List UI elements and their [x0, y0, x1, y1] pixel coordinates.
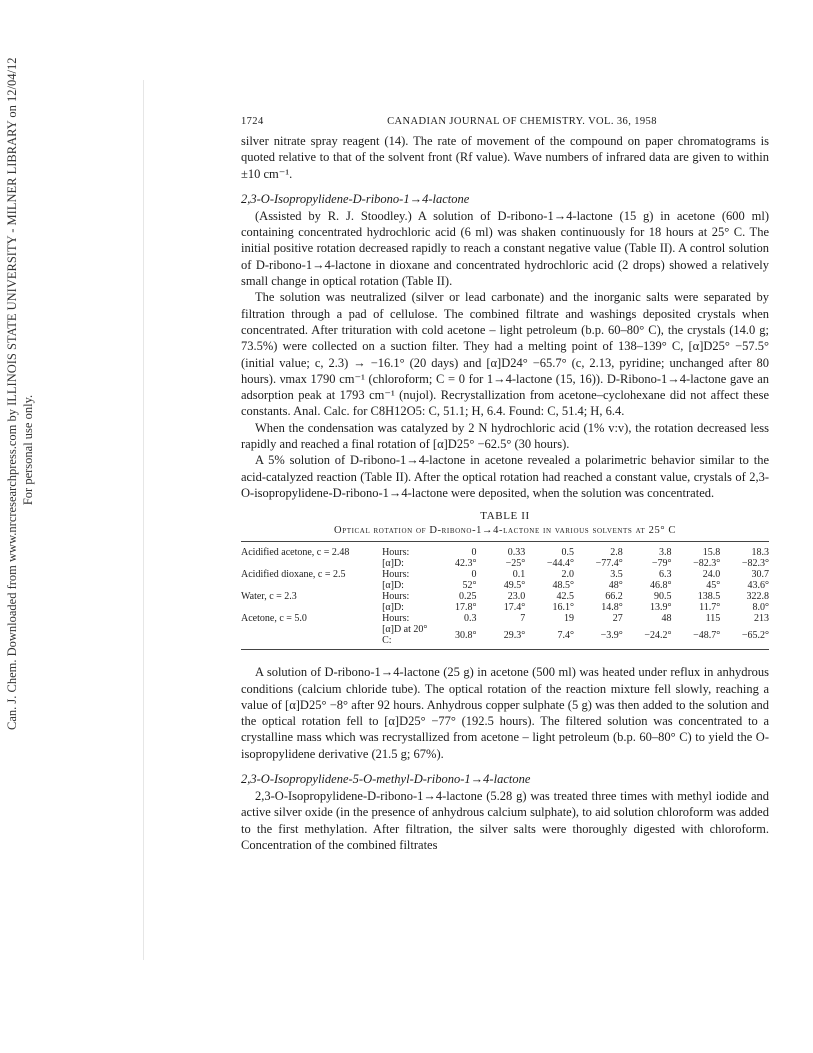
- table-caption: Optical rotation of D-ribono-1→4-lactone in various solvents at 25° C: [334, 525, 676, 537]
- journal-page: [241, 116, 769, 853]
- value-cell: 0: [471, 547, 477, 559]
- download-watermark: [4, 57, 40, 730]
- value-cell: 48.5°: [552, 580, 574, 592]
- running-head: [241, 116, 769, 127]
- value-cell: 0.3: [463, 613, 477, 625]
- table-row: [241, 580, 769, 591]
- paragraph-neutralized: The solution was neutralized (silver or lead carbonate) and the inorganic salts were separated by filtration through a pad of cellulose. The combined filtrate and washings deposited crystals when concentrated. After trituration with cold acetone – light petroleum (b.p. 60–80° C), the crystals (14.0 g; 73.5%) were collected on a suction filter. They had a melting point of 138–139° C, [α]D25° −57.5° (initial value; c, 2.3) → −16.1° (20 days) and [α]D24° −65.7° (c, 2.13, pyridine; unchanged after 80 hours). νmax 1790 cm⁻¹ (chloroform; C = 0 for 1→4-lactone (15, 16)). D-Ribono-1→4-lactone gave an adsorption peak at 1793 cm⁻¹ (nujol). Recrystallization from acetone–cyclohexane did not affect these constants. Anal. Calc. for C8H12O5: C, 51.1; H, 6.4. Found: C, 51.4; H, 6.4.: [241, 290, 769, 419]
- value-cell: −82.3°: [693, 558, 721, 570]
- row-label-cell: Hours:: [382, 591, 410, 603]
- value-cell: 11.7°: [699, 602, 721, 614]
- value-cell: 16.1°: [552, 602, 574, 614]
- value-cell: 29.3°: [503, 629, 526, 641]
- value-cell: 30.8°: [454, 629, 477, 641]
- value-cell: 0.5: [561, 547, 574, 559]
- table-row: [241, 602, 769, 613]
- value-cell: −44.4°: [546, 558, 574, 570]
- row-label-cell: Hours:: [382, 569, 410, 581]
- section-heading-methyl: 2,3-O-Isopropylidene-5-O-methyl-D-ribono-1→4-lactone: [241, 772, 531, 787]
- value-cell: −48.7°: [693, 629, 721, 641]
- solvent-cell: [241, 580, 382, 591]
- value-cell: −77.4°: [595, 558, 623, 570]
- row-label-cell: Hours:: [382, 613, 410, 625]
- value-cell: 3.8: [658, 547, 672, 559]
- value-cell: 90.5: [653, 591, 672, 603]
- value-cell: 66.2: [605, 591, 623, 603]
- value-cell: −24.2°: [644, 629, 672, 641]
- value-cell: 19: [563, 613, 574, 625]
- value-cell: 6.3: [658, 569, 672, 581]
- table-number: TABLE II: [480, 510, 530, 523]
- table-row: [241, 591, 769, 602]
- value-cell: 2.8: [610, 547, 623, 559]
- solvent-cell: Acidified dioxane, c = 2.5: [241, 569, 346, 581]
- rotation-table: [241, 541, 769, 650]
- paragraph-assisted: (Assisted by R. J. Stoodley.) A solution of D-ribono-1→4-lactone (15 g) in acetone (600 ml) containing concentrated hydrochloric acid (6 ml) was shaken continuously for 18 hours at 25° C. The initial positive rotation decreased rapidly to reach a constant negative value (Table II). A control solution of D-ribono-1→4-lactone in dioxane and concentrated hydrochloric acid (2 drops) showed a relatively small change in optical rotation (Table II).: [241, 208, 769, 289]
- paragraph-continued: silver nitrate spray reagent (14). The rate of movement of the compound on paper chromatograms is quoted relative to that of the solvent front (Rf value). Wave numbers of infrared data are given to within ±10 cm⁻¹.: [241, 134, 769, 181]
- solvent-cell: [241, 602, 382, 613]
- value-cell: 0: [471, 569, 477, 581]
- value-cell: 13.9°: [649, 602, 672, 614]
- value-cell: −25°: [505, 558, 526, 570]
- solvent-cell: Water, c = 2.3: [241, 591, 297, 603]
- value-cell: 8.0°: [752, 602, 769, 614]
- solvent-cell: Acetone, c = 5.0: [241, 613, 307, 625]
- table-row: [241, 569, 769, 580]
- table-row: [241, 542, 769, 559]
- value-cell: 23.0: [507, 591, 526, 603]
- solvent-cell: [241, 624, 382, 650]
- value-cell: 43.6°: [747, 580, 769, 592]
- table-row: [241, 613, 769, 624]
- value-cell: 3.5: [610, 569, 623, 581]
- value-cell: 30.7: [751, 569, 769, 581]
- row-label-cell: [α]D:: [382, 602, 404, 614]
- solvent-cell: Acidified acetone, c = 2.48: [241, 547, 350, 559]
- value-cell: 138.5: [697, 591, 721, 603]
- personal-use-notice: For personal use only.: [21, 394, 35, 506]
- value-cell: 17.4°: [503, 602, 526, 614]
- value-cell: 48: [661, 613, 672, 625]
- table-row: [241, 558, 769, 569]
- value-cell: 42.3°: [454, 558, 477, 570]
- value-cell: 7.4°: [557, 629, 574, 641]
- journal-title: CANADIAN JOURNAL OF CHEMISTRY. VOL. 36, 1958: [387, 116, 657, 127]
- value-cell: 17.8°: [454, 602, 477, 614]
- solvent-cell: [241, 558, 382, 569]
- value-cell: 27: [612, 613, 623, 625]
- download-notice: Can. J. Chem. Downloaded from www.nrcresearchpress.com by ILLINOIS STATE UNIVERSITY - MILNER LIBRARY on 12/04/12: [5, 57, 19, 730]
- value-cell: 48°: [608, 580, 623, 592]
- row-label-cell: Hours:: [382, 547, 410, 559]
- value-cell: −79°: [651, 558, 672, 570]
- section-heading-isopropylidene: 2,3-O-Isopropylidene-D-ribono-1→4-lactone: [241, 191, 470, 206]
- paragraph-methylation: 2,3-O-Isopropylidene-D-ribono-1→4-lactone (5.28 g) was treated three times with methyl iodide and active silver oxide (in the presence of anhydrous calcium sulphate), to aid solution chloroform was added to the first methylation. After filtration, the silver salts were thoroughly digested with chloroform. Concentration of the combined filtrates: [241, 789, 769, 852]
- value-cell: 45°: [706, 580, 721, 592]
- row-label-cell: [α]D:: [382, 558, 404, 570]
- page-number: 1724: [241, 116, 264, 127]
- value-cell: 7: [520, 613, 526, 625]
- value-cell: 0.25: [458, 591, 477, 603]
- paragraph-reflux: A solution of D-ribono-1→4-lactone (25 g) in acetone (500 ml) was heated under reflux in anhydrous conditions (calcium chloride tube). The optical rotation of the reaction mixture fell slowly, reaching a value of [α]D25° −8° after 92 hours. Anhydrous copper sulphate (5 g) was then added to the solution and the optical rotation fell to [α]D25° −77° (192.5 hours). The filtered solution was concentrated to a crystalline mass which was recrystallized from acetone – light petroleum (b.p. 60–80° C) to yield the O-isopropylidene derivative (21.5 g; 67%).: [241, 665, 769, 761]
- value-cell: 213: [754, 613, 769, 625]
- value-cell: 49.5°: [503, 580, 526, 592]
- value-cell: 15.8: [702, 547, 721, 559]
- value-cell: −82.3°: [741, 558, 769, 570]
- value-cell: 115: [705, 613, 721, 625]
- paragraph-condensation: When the condensation was catalyzed by 2 N hydrochloric acid (1% v:v), the rotation decreased less rapidly and reached a final rotation of [α]D25° −62.5° (30 hours).: [241, 420, 769, 452]
- value-cell: 24.0: [702, 569, 721, 581]
- value-cell: 46.8°: [649, 580, 672, 592]
- paragraph-five-percent: A 5% solution of D-ribono-1→4-lactone in acetone revealed a polarimetric behavior similar to the acid-catalyzed reaction (Table II). After the optical rotation had reached a constant value, crystals of 2,3-O-isopropylidene-D-ribono-1→4-lactone were deposited, when the solution was concentrated.: [241, 453, 769, 500]
- value-cell: 42.5: [556, 591, 574, 603]
- value-cell: 322.8: [746, 591, 769, 603]
- scan-edge-line: [143, 80, 144, 960]
- value-cell: 18.3: [751, 547, 769, 559]
- row-label-cell: [α]D:: [382, 580, 404, 592]
- value-cell: 0.1: [512, 569, 526, 581]
- value-cell: 52°: [462, 580, 477, 592]
- value-cell: −65.2°: [741, 629, 769, 641]
- value-cell: 2.0: [561, 569, 574, 581]
- table-row: [241, 624, 769, 650]
- value-cell: −3.9°: [600, 629, 623, 641]
- value-cell: 14.8°: [601, 602, 623, 614]
- value-cell: 0.33: [507, 547, 526, 559]
- row-label-cell: [α]D at 20° C:: [382, 624, 428, 647]
